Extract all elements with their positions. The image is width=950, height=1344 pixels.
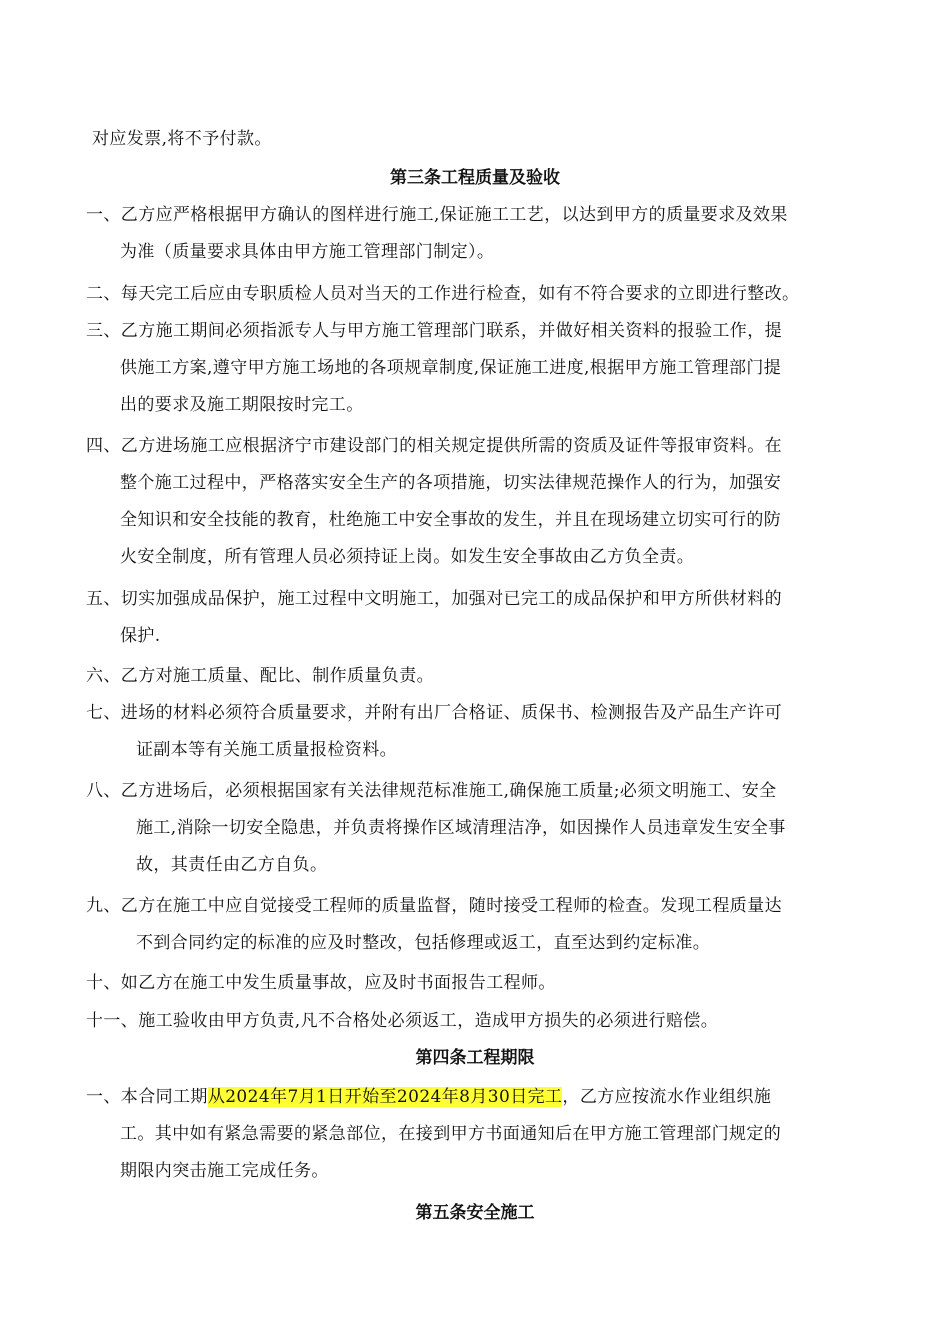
s3-item-1-line-2: 为准（质量要求具体由甲方施工管理部门制定）。	[120, 242, 495, 262]
s3-item-7-line-1: 七、进场的材料必须符合质量要求，并附有出厂合格证、质保书、检测报告及产品生产许可	[86, 703, 782, 723]
s3-item-5-line-1: 五、切实加强成品保护，施工过程中文明施工，加强对已完工的成品保护和甲方所供材料的	[86, 589, 782, 609]
s3-item-4-line-4: 火安全制度，所有管理人员必须持证上岗。如发生安全事故由乙方负全责。	[120, 547, 695, 567]
s4-item-1-prefix: 一、本合同工期	[86, 1087, 208, 1107]
continuation-line: 对应发票,将不予付款。	[92, 129, 272, 149]
s3-item-11-line-1: 十一、施工验收由甲方负责,凡不合格处必须返工，造成甲方损失的必须进行赔偿。	[86, 1011, 719, 1031]
s3-item-8-line-3: 故，其责任由乙方自负。	[136, 855, 328, 875]
s3-item-7-line-2: 证副本等有关施工质量报检资料。	[136, 740, 397, 760]
s4-item-1-line-3: 期限内突击施工完成任务。	[120, 1161, 329, 1181]
s3-item-8-line-2: 施工,消除一切安全隐患，并负责将操作区域清理洁净，如因操作人员违章发生安全事	[136, 818, 786, 838]
section-3-heading: 第三条工程质量及验收	[390, 168, 560, 188]
s3-item-4-line-3: 全知识和安全技能的教育，杜绝施工中安全事故的发生，并且在现场建立切实可行的防	[120, 510, 782, 530]
s3-item-1-line-1: 一、乙方应严格根据甲方确认的图样进行施工,保证施工工艺，以达到甲方的质量要求及效果	[86, 205, 788, 225]
section-5-heading: 第五条安全施工	[415, 1203, 535, 1223]
s3-item-5-line-2: 保护.	[120, 626, 161, 646]
s3-item-3-line-1: 三、乙方施工期间必须指派专人与甲方施工管理部门联系，并做好相关资料的报验工作，提	[86, 321, 782, 341]
s4-item-1-line-1	[86, 1086, 771, 1108]
s3-item-6-line-1: 六、乙方对施工质量、配比、制作质量负责。	[86, 666, 434, 686]
s4-item-1-line-2: 工。其中如有紧急需要的紧急部位，在接到甲方书面通知后在甲方施工管理部门规定的	[120, 1124, 782, 1144]
construction-period-highlight: 从2024年7月1日开始至2024年8月30日完工	[207, 1087, 563, 1107]
s3-item-2-line-1: 二、每天完工后应由专职质检人员对当天的工作进行检查，如有不符合要求的立即进行整改。	[86, 284, 800, 304]
s3-item-4-line-1: 四、乙方进场施工应根据济宁市建设部门的相关规定提供所需的资质及证件等报审资料。在	[86, 436, 782, 456]
s3-item-9-line-1: 九、乙方在施工中应自觉接受工程师的质量监督，随时接受工程师的检查。发现工程质量达	[86, 896, 782, 916]
s3-item-9-line-2: 不到合同约定的标准的应及时整改，包括修理或返工，直至达到约定标准。	[136, 933, 711, 953]
s3-item-3-line-3: 出的要求及施工期限按时完工。	[120, 395, 364, 415]
s3-item-3-line-2: 供施工方案,遵守甲方施工场地的各项规章制度,保证施工进度,根据甲方施工管理部门提	[120, 358, 782, 378]
s4-item-1-suffix: ，乙方应按流水作业组织施	[562, 1087, 772, 1107]
s3-item-4-line-2: 整个施工过程中，严格落实安全生产的各项措施，切实法律规范操作人的行为，加强安	[120, 473, 782, 493]
s3-item-8-line-1: 八、乙方进场后，必须根据国家有关法律规范标准施工,确保施工质量;必须文明施工、安全	[86, 781, 777, 801]
section-4-heading: 第四条工程期限	[415, 1048, 535, 1068]
s3-item-10-line-1: 十、如乙方在施工中发生质量事故，应及时书面报告工程师。	[86, 973, 556, 993]
